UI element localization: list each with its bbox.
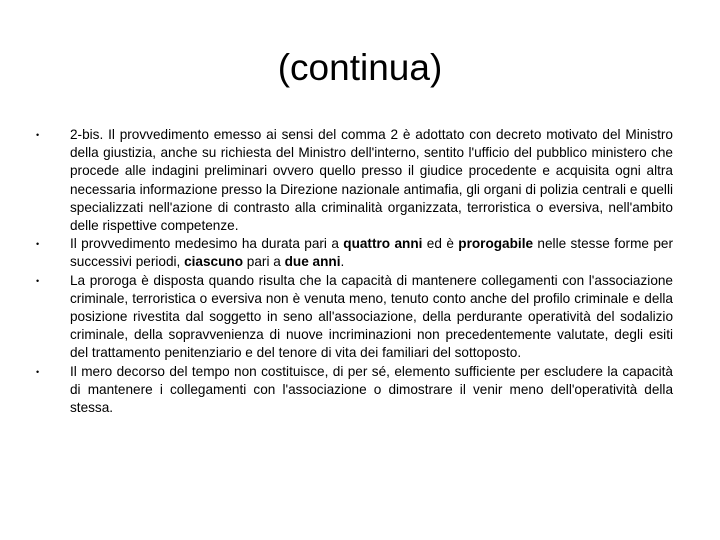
bullet-item — [36, 272, 673, 363]
slide-title: (continua) — [277, 47, 443, 88]
bold-text: due anni — [284, 254, 341, 270]
bold-text: prorogabile — [458, 236, 534, 252]
text-segment: pari a — [243, 254, 285, 270]
bold-text: ciascuno — [184, 254, 244, 270]
bullet-item — [36, 363, 673, 418]
bullet-text — [70, 236, 673, 269]
bullet-marker: • — [36, 366, 40, 377]
bullet-marker: • — [36, 275, 40, 286]
text-segment: ed è — [422, 236, 459, 252]
bullet-text — [70, 273, 673, 361]
bullet-text — [70, 364, 673, 415]
bullet-marker: • — [36, 130, 40, 140]
bullet-item — [36, 235, 673, 271]
bullet-text — [70, 127, 673, 233]
text-segment: Il provvedimento medesimo ha durata pari a — [70, 236, 344, 252]
bullet-list — [36, 126, 673, 417]
text-segment: Il mero decorso del tempo non costituisce, di per sé, elemento sufficiente per escludere la capacità di mantenere i collegamenti con l'associazione o dimostrare il venir meno dell'operatività della stessa. — [70, 363, 673, 416]
text-segment: 2-bis. Il provvedimento emesso ai sensi del comma 2 è adottato con decreto motivato del Ministro della giustizia, anche su richiesta del Ministro dell'interno, sentito l'ufficio del pubblico ministero che procede alle indagini preliminari ovvero quello presso il giudice procedente e acquisita ogni altra necessaria informazione presso la Direzione nazionale antimafia, gli organi di polizia centrali e quelli specializzati nell'azione di contrasto alla criminalità organizzata, terroristica o eversiva, nell'ambito delle rispettive competenze. — [70, 127, 673, 234]
bullet-item — [36, 126, 673, 235]
text-segment: . — [340, 254, 345, 270]
bullet-marker: • — [36, 239, 40, 250]
text-segment: nelle stesse forme per successivi periodi, — [70, 236, 673, 270]
text-segment: La proroga è disposta quando risulta che la capacità di mantenere collegamenti con l'associazione criminale, terroristica o eversiva non è venuta meno, tenuto conto anche del profilo criminale e della posizione rivestita dal soggetto in seno all'associazione, della perdurante operatività del sodalizio criminale, della sopravvenienza di nuove incriminazioni non precedentemente valutate, degli esiti del trattamento penitenziario e del tenore di vita dei familiari del sottoposto. — [70, 272, 673, 361]
bold-text: quattro anni — [343, 236, 423, 252]
